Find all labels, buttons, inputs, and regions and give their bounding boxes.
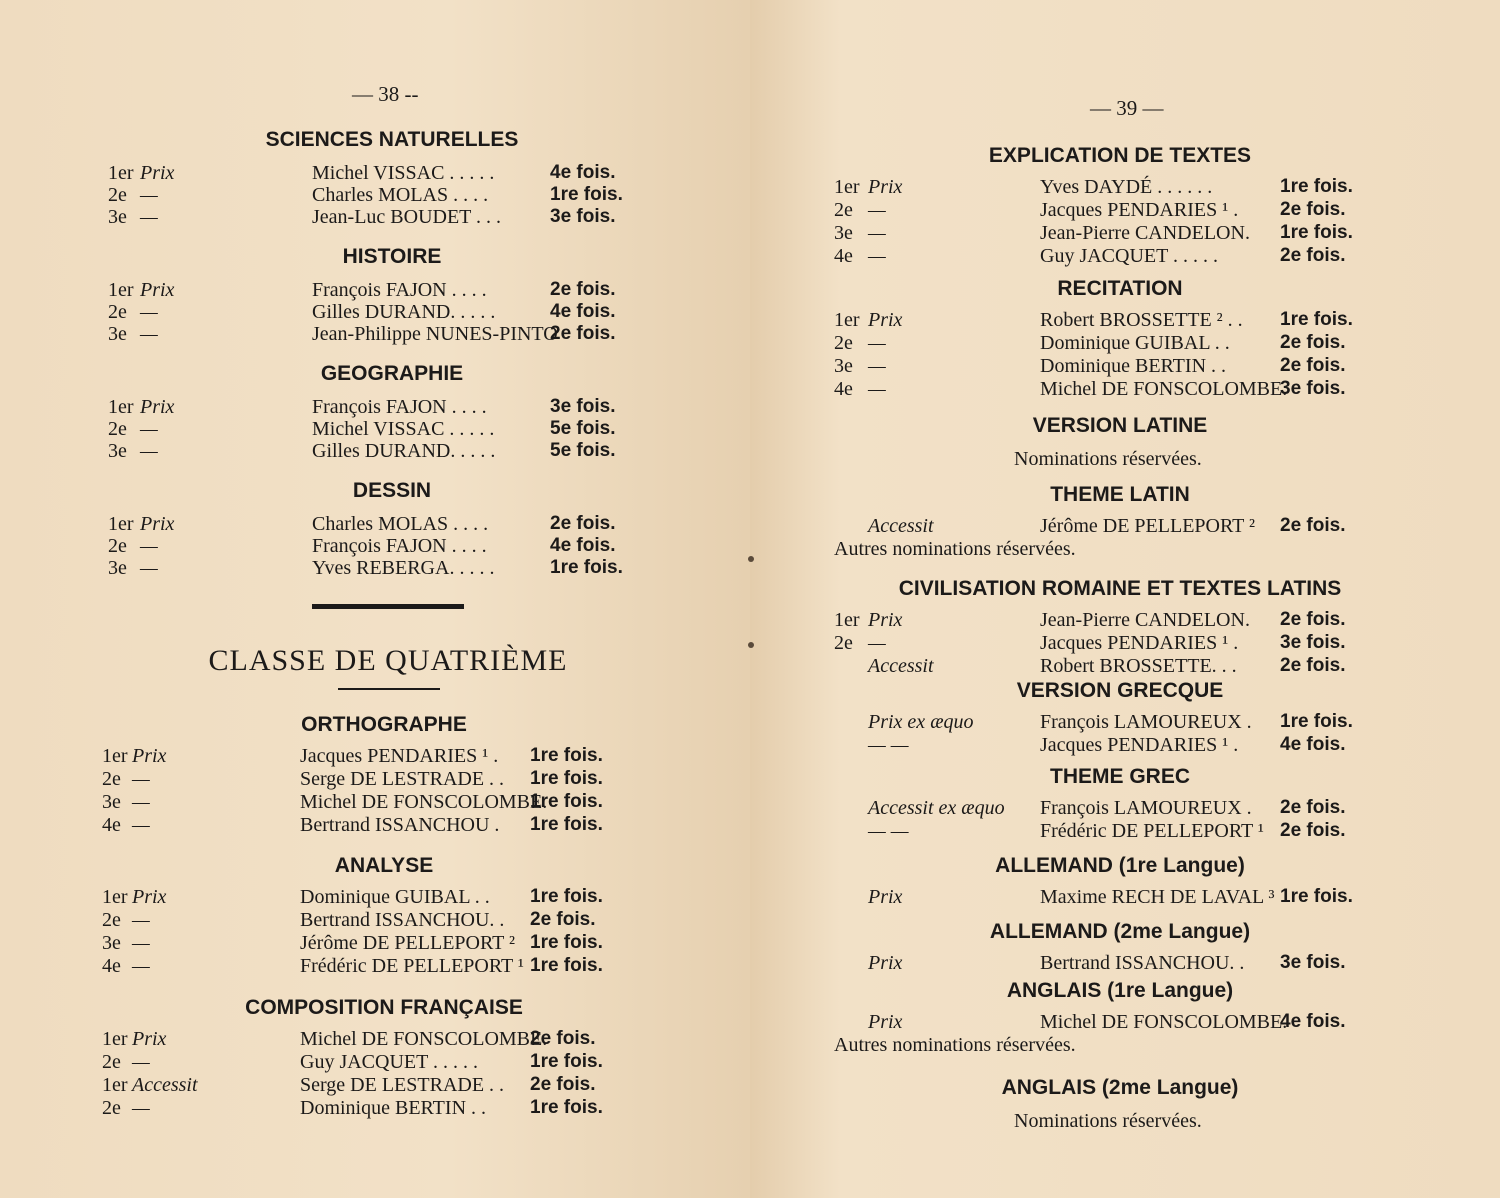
thick-divider [312,604,464,609]
times-count: 3e fois. [550,206,616,227]
award-row [108,513,638,537]
binding-mark [748,642,754,648]
award-rank: 1er [102,886,128,908]
award-type: — [868,245,886,267]
award-type: — — [868,820,909,842]
award-type: — [132,791,150,813]
times-count: 2e fois. [1280,797,1346,818]
award-type: Prix [132,745,167,767]
award-rank: 1er [834,609,860,631]
section-heading: ALLEMAND (2me Langue) [989,920,1251,943]
student-name: Robert BROSSETTE ² . . [1040,309,1243,331]
award-rank: 4e [834,245,853,267]
student-name: François FAJON . . . . [312,396,487,418]
award-type: — [140,557,158,579]
award-rank: 2e [834,199,853,221]
award-row [834,378,1374,402]
times-count: 5e fois. [550,440,616,461]
award-type: — [140,535,158,557]
award-type: Prix [868,609,903,631]
award-row [834,609,1374,633]
section-heading: DESSIN [352,479,432,502]
student-name: François FAJON . . . . [312,279,487,301]
award-row [102,932,632,956]
section-heading: THEME GREC [1049,765,1191,788]
section-heading: CIVILISATION ROMAINE ET TEXTES LATINS [898,577,1342,600]
award-type: Prix [140,279,175,301]
student-name: Serge DE LESTRADE . . [300,768,505,790]
section-heading: VERSION GRECQUE [1016,679,1224,702]
section-heading: ANALYSE [334,854,434,877]
award-row [108,184,638,208]
section-heading: ORTHOGRAPHE [301,713,467,736]
student-name: François LAMOUREUX . [1040,797,1252,819]
award-row [834,632,1374,656]
section-heading: ANGLAIS (2me Langue) [1001,1076,1239,1099]
award-type: — [132,814,150,836]
student-name: Jacques PENDARIES ¹ . [1040,734,1239,756]
award-row [834,199,1374,223]
student-name: Bertrand ISSANCHOU. . [1040,952,1245,974]
award-row [102,745,632,769]
notice-text: Nominations réservées. [1014,1110,1202,1132]
student-name: François FAJON . . . . [312,535,487,557]
award-rank: 3e [102,932,121,954]
award-type: — [868,332,886,354]
times-count: 2e fois. [1280,655,1346,676]
student-name: Serge DE LESTRADE . . [300,1074,505,1096]
times-count: 1re fois. [530,1051,603,1072]
student-name: Robert BROSSETTE. . . [1040,655,1237,677]
times-count: 1re fois. [530,745,603,766]
page-right [750,0,1500,1198]
section-heading: RECITATION [1057,277,1183,300]
award-rank: 2e [108,535,127,557]
award-type: Accessit [868,655,934,677]
times-count: 1re fois. [1280,309,1353,330]
student-name: Yves REBERGA. . . . . [312,557,495,579]
award-type: Accessit ex æquo [868,797,1005,819]
section-heading: SCIENCES NATURELLES [265,128,519,151]
notice-text: Autres nominations réservées. [834,538,1076,560]
award-row [108,162,638,186]
times-count: 2e fois. [1280,245,1346,266]
section-heading: ALLEMAND (1re Langue) [995,854,1245,877]
award-rank: 1er [834,309,860,331]
times-count: 1re fois. [530,814,603,835]
award-rank: 2e [108,301,127,323]
student-name: Jean-Philippe NUNES-PINTO [312,323,558,345]
student-name: Michel VISSAC . . . . . [312,418,495,440]
student-name: Michel VISSAC . . . . . [312,162,495,184]
award-type: Prix [868,176,903,198]
student-name: Michel DE FONSCOLOMBE. [300,791,548,813]
award-rank: 4e [834,378,853,400]
award-type: — [132,1051,150,1073]
student-name: Michel DE FONSCOLOMBE. [300,1028,548,1050]
award-rank: 2e [834,632,853,654]
award-rank: 3e [108,323,127,345]
times-count: 1re fois. [530,932,603,953]
student-name: Jacques PENDARIES ¹ . [1040,199,1239,221]
award-row [108,206,638,230]
times-count: 3e fois. [550,396,616,417]
award-row [834,952,1374,976]
award-row [834,797,1374,821]
student-name: Jérôme DE PELLEPORT ² [300,932,515,954]
award-type: Accessit [132,1074,198,1096]
times-count: 1re fois. [530,1097,603,1118]
times-count: 1re fois. [1280,886,1353,907]
times-count: 3e fois. [1280,952,1346,973]
award-rank: 1er [102,1028,128,1050]
award-row [102,909,632,933]
award-rank: 2e [108,418,127,440]
award-row [834,245,1374,269]
times-count: 1re fois. [1280,711,1353,732]
times-count: 2e fois. [1280,609,1346,630]
award-rank: 2e [102,909,121,931]
student-name: Jean-Pierre CANDELON. [1040,222,1250,244]
student-name: Maxime RECH DE LAVAL ³ [1040,886,1275,908]
award-type: — [868,378,886,400]
award-rank: 2e [834,332,853,354]
award-row [102,1051,632,1075]
award-type: — [140,418,158,440]
award-type: — [140,323,158,345]
award-rank: 2e [108,184,127,206]
times-count: 2e fois. [530,1028,596,1049]
student-name: Michel DE FONSCOLOMBE. [1040,1011,1288,1033]
award-type: — [132,932,150,954]
award-row [834,886,1374,910]
award-row [834,734,1374,758]
award-type: Prix [868,309,903,331]
times-count: 1re fois. [550,184,623,205]
award-row [102,955,632,979]
award-rank: 1er [108,279,134,301]
award-type: Accessit [868,515,934,537]
award-type: — [868,222,886,244]
notice-text: Nominations réservées. [1014,448,1202,470]
section-heading: VERSION LATINE [1032,414,1208,437]
award-rank: 1er [108,162,134,184]
award-type: — [132,955,150,977]
times-count: 4e fois. [550,301,616,322]
award-rank: 3e [108,440,127,462]
student-name: Dominique GUIBAL . . [300,886,490,908]
student-name: Bertrand ISSANCHOU. . [300,909,505,931]
award-rank: 1er [834,176,860,198]
title-underline [338,688,440,690]
award-row [834,176,1374,200]
award-row [102,1028,632,1052]
times-count: 1re fois. [1280,222,1353,243]
student-name: Frédéric DE PELLEPORT ¹ [1040,820,1264,842]
times-count: 1re fois. [1280,176,1353,197]
times-count: 4e fois. [550,535,616,556]
award-rank: 3e [102,791,121,813]
award-rank: 1er [108,513,134,535]
award-rank: 2e [102,768,121,790]
binding-mark [748,556,754,562]
times-count: 2e fois. [1280,515,1346,536]
page-number: — 38 -- [352,82,419,106]
award-type: Prix [868,952,903,974]
award-row [834,711,1374,735]
times-count: 1re fois. [550,557,623,578]
award-row [108,323,638,347]
award-row [834,1011,1374,1035]
award-type: — [868,632,886,654]
award-row [834,820,1374,844]
award-row [102,1097,632,1121]
student-name: Dominique BERTIN . . [1040,355,1227,377]
times-count: 4e fois. [550,162,616,183]
times-count: 1re fois. [530,768,603,789]
page-number: — 39 — [1090,96,1164,120]
notice-text: Autres nominations réservées. [834,1034,1076,1056]
student-name: Frédéric DE PELLEPORT ¹ [300,955,524,977]
award-row [834,332,1374,356]
award-row [108,279,638,303]
award-type: Prix [132,1028,167,1050]
times-count: 3e fois. [1280,632,1346,653]
award-type: — [132,1097,150,1119]
award-row [102,791,632,815]
award-type: Prix ex æquo [868,711,974,733]
student-name: Dominique BERTIN . . [300,1097,487,1119]
section-heading: HISTOIRE [342,245,442,268]
student-name: Jean-Luc BOUDET . . . [312,206,502,228]
award-row [834,515,1374,539]
award-rank: 2e [102,1051,121,1073]
award-type: — [132,909,150,931]
times-count: 2e fois. [530,909,596,930]
student-name: Jacques PENDARIES ¹ . [300,745,499,767]
award-row [834,655,1374,679]
times-count: 2e fois. [1280,355,1346,376]
award-row [102,1074,632,1098]
times-count: 2e fois. [1280,820,1346,841]
award-row [102,768,632,792]
award-row [834,222,1374,246]
award-row [102,814,632,838]
times-count: 5e fois. [550,418,616,439]
times-count: 3e fois. [1280,378,1346,399]
student-name: Guy JACQUET . . . . . [300,1051,478,1073]
award-row [834,355,1374,379]
times-count: 2e fois. [550,323,616,344]
award-rank: 1er [102,1074,128,1096]
student-name: Bertrand ISSANCHOU . [300,814,500,836]
section-heading: EXPLICATION DE TEXTES [988,144,1252,167]
award-rank: 4e [102,814,121,836]
award-row [108,418,638,442]
times-count: 4e fois. [1280,734,1346,755]
award-rank: 3e [108,557,127,579]
times-count: 2e fois. [530,1074,596,1095]
award-type: Prix [132,886,167,908]
award-rank: 1er [108,396,134,418]
section-heading: GEOGRAPHIE [320,362,464,385]
award-row [108,301,638,325]
times-count: 1re fois. [530,955,603,976]
award-rank: 4e [102,955,121,977]
award-type: — — [868,734,909,756]
times-count: 1re fois. [530,791,603,812]
times-count: 4e fois. [1280,1011,1346,1032]
student-name: Jacques PENDARIES ¹ . [1040,632,1239,654]
award-type: — [140,301,158,323]
award-rank: 3e [108,206,127,228]
section-heading: THEME LATIN [1050,483,1190,506]
student-name: Charles MOLAS . . . . [312,513,489,535]
times-count: 2e fois. [550,279,616,300]
award-row [108,535,638,559]
times-count: 2e fois. [550,513,616,534]
award-type: — [140,206,158,228]
award-rank: 2e [102,1097,121,1119]
student-name: Charles MOLAS . . . . [312,184,489,206]
student-name: Jérôme DE PELLEPORT ² [1040,515,1255,537]
award-rank: 3e [834,355,853,377]
class-title: CLASSE DE QUATRIÈME [208,644,568,677]
times-count: 2e fois. [1280,199,1346,220]
student-name: Yves DAYDÉ . . . . . . [1040,176,1213,198]
award-type: Prix [140,513,175,535]
award-row [108,396,638,420]
award-type: — [868,199,886,221]
award-type: — [140,184,158,206]
award-row [102,886,632,910]
times-count: 2e fois. [1280,332,1346,353]
award-type: — [868,355,886,377]
award-row [108,440,638,464]
student-name: Gilles DURAND. . . . . [312,301,496,323]
student-name: Gilles DURAND. . . . . [312,440,496,462]
student-name: Jean-Pierre CANDELON. [1040,609,1250,631]
student-name: Guy JACQUET . . . . . [1040,245,1218,267]
times-count: 1re fois. [530,886,603,907]
student-name: Michel DE FONSCOLOMBE. [1040,378,1288,400]
award-type: Prix [868,1011,903,1033]
award-type: — [132,768,150,790]
award-type: Prix [140,162,175,184]
section-heading: ANGLAIS (1re Langue) [1006,979,1234,1002]
award-type: Prix [868,886,903,908]
award-rank: 3e [834,222,853,244]
student-name: François LAMOUREUX . [1040,711,1252,733]
student-name: Dominique GUIBAL . . [1040,332,1230,354]
award-row [108,557,638,581]
award-type: — [140,440,158,462]
award-type: Prix [140,396,175,418]
section-heading: COMPOSITION FRANÇAISE [245,996,523,1019]
award-row [834,309,1374,333]
award-rank: 1er [102,745,128,767]
